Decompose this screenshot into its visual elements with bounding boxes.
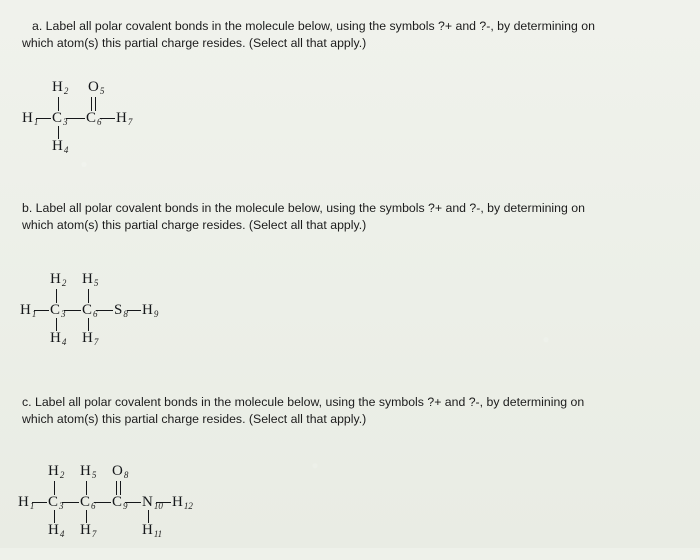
bond-b-h5-c6 xyxy=(88,289,89,303)
atom-c-6: $C_6$ xyxy=(86,110,102,127)
bond-h1-c3 xyxy=(36,118,51,119)
bond-c-c3-c6 xyxy=(62,502,79,503)
atom-c-n-10: $N_{10}$ xyxy=(142,494,163,511)
molecule-a xyxy=(0,66,700,166)
question-a-text xyxy=(0,18,700,52)
atom-c-c-6: $C_6$ xyxy=(80,494,96,511)
question-b-line2: which atom(s) this partial charge resides. (Select all that apply.) xyxy=(22,218,367,232)
atom-c-c-3: $C_3$ xyxy=(48,494,64,511)
atom-b-c-6: $C_6$ xyxy=(82,302,98,319)
bond-c-h5-c6 xyxy=(86,481,87,495)
bond-c-h2-c3 xyxy=(54,481,55,495)
question-c xyxy=(0,394,700,560)
question-c-line1: c. Label all polar covalent bonds in the molecule below, using the symbols ?+ and ?-, by determining on xyxy=(22,395,585,409)
question-a-line2: which atom(s) this partial charge resides. (Select all that apply.) xyxy=(22,36,367,50)
atom-c-3: $C_3$ xyxy=(52,110,68,127)
atom-c-h-7: $H_7$ xyxy=(80,522,97,539)
atom-c-c-9: $C_9$ xyxy=(112,494,128,511)
bond-c6-h7 xyxy=(100,118,115,119)
atom-c-h-12: $H_{12}$ xyxy=(172,494,193,511)
molecule-b xyxy=(0,258,700,368)
bond-b-s8-h9 xyxy=(127,310,141,311)
bond-b-h1-c3 xyxy=(34,310,49,311)
atom-b-h-9: $H_9$ xyxy=(142,302,159,319)
atom-h-7: $H_7$ xyxy=(116,110,133,127)
bond-c-c9-o8-a xyxy=(116,481,117,495)
atom-c-h-5: $H_5$ xyxy=(80,463,97,480)
atom-h-2: $H_2$ xyxy=(52,79,69,96)
bond-c6-o5-b xyxy=(95,97,96,111)
question-c-text xyxy=(0,394,700,428)
question-b-text xyxy=(0,200,700,234)
bond-c-c9-o8-b xyxy=(120,481,121,495)
bond-c6-o5-a xyxy=(91,97,92,111)
atom-h-4: $H_4$ xyxy=(52,138,69,155)
atom-c-h-11: $H_{11}$ xyxy=(142,522,163,539)
atom-h-1: $H_1$ xyxy=(22,110,39,127)
bond-c-c9-n10 xyxy=(125,502,141,503)
atom-b-h-7: $H_7$ xyxy=(82,330,99,347)
bond-c-h1-c3 xyxy=(32,502,47,503)
atom-c-o-8: $O_8$ xyxy=(112,463,129,480)
atom-b-h-4: $H_4$ xyxy=(50,330,67,347)
atom-c-h-2: $H_2$ xyxy=(48,463,65,480)
bond-c-n10-h12 xyxy=(156,502,171,503)
bond-b-h2-c3 xyxy=(56,289,57,303)
atom-b-h-1: $H_1$ xyxy=(20,302,37,319)
question-a xyxy=(0,18,700,166)
atom-b-h-2: $H_2$ xyxy=(50,271,67,288)
bond-b-c3-c6 xyxy=(64,310,81,311)
atom-b-s-8: $S_8$ xyxy=(114,302,128,319)
atom-c-h-1: $H_1$ xyxy=(18,494,35,511)
bond-h2-c3 xyxy=(58,97,59,111)
question-b xyxy=(0,200,700,368)
question-b-line1: b. Label all polar covalent bonds in the molecule below, using the symbols ?+ and ?-, by determining on xyxy=(22,201,585,215)
atom-b-c-3: $C_3$ xyxy=(50,302,66,319)
bond-c3-c6 xyxy=(66,118,85,119)
question-c-line2: which atom(s) this partial charge resides. (Select all that apply.) xyxy=(22,412,367,426)
atom-o-5: $O_5$ xyxy=(88,79,105,96)
bond-c-c6-c9 xyxy=(94,502,111,503)
molecule-c xyxy=(0,450,700,560)
atom-c-h-4: $H_4$ xyxy=(48,522,65,539)
question-a-line1: a. Label all polar covalent bonds in the molecule below, using the symbols ?+ and ?-, by determining on xyxy=(32,19,595,33)
atom-b-h-5: $H_5$ xyxy=(82,271,99,288)
bond-b-c6-s8 xyxy=(96,310,113,311)
